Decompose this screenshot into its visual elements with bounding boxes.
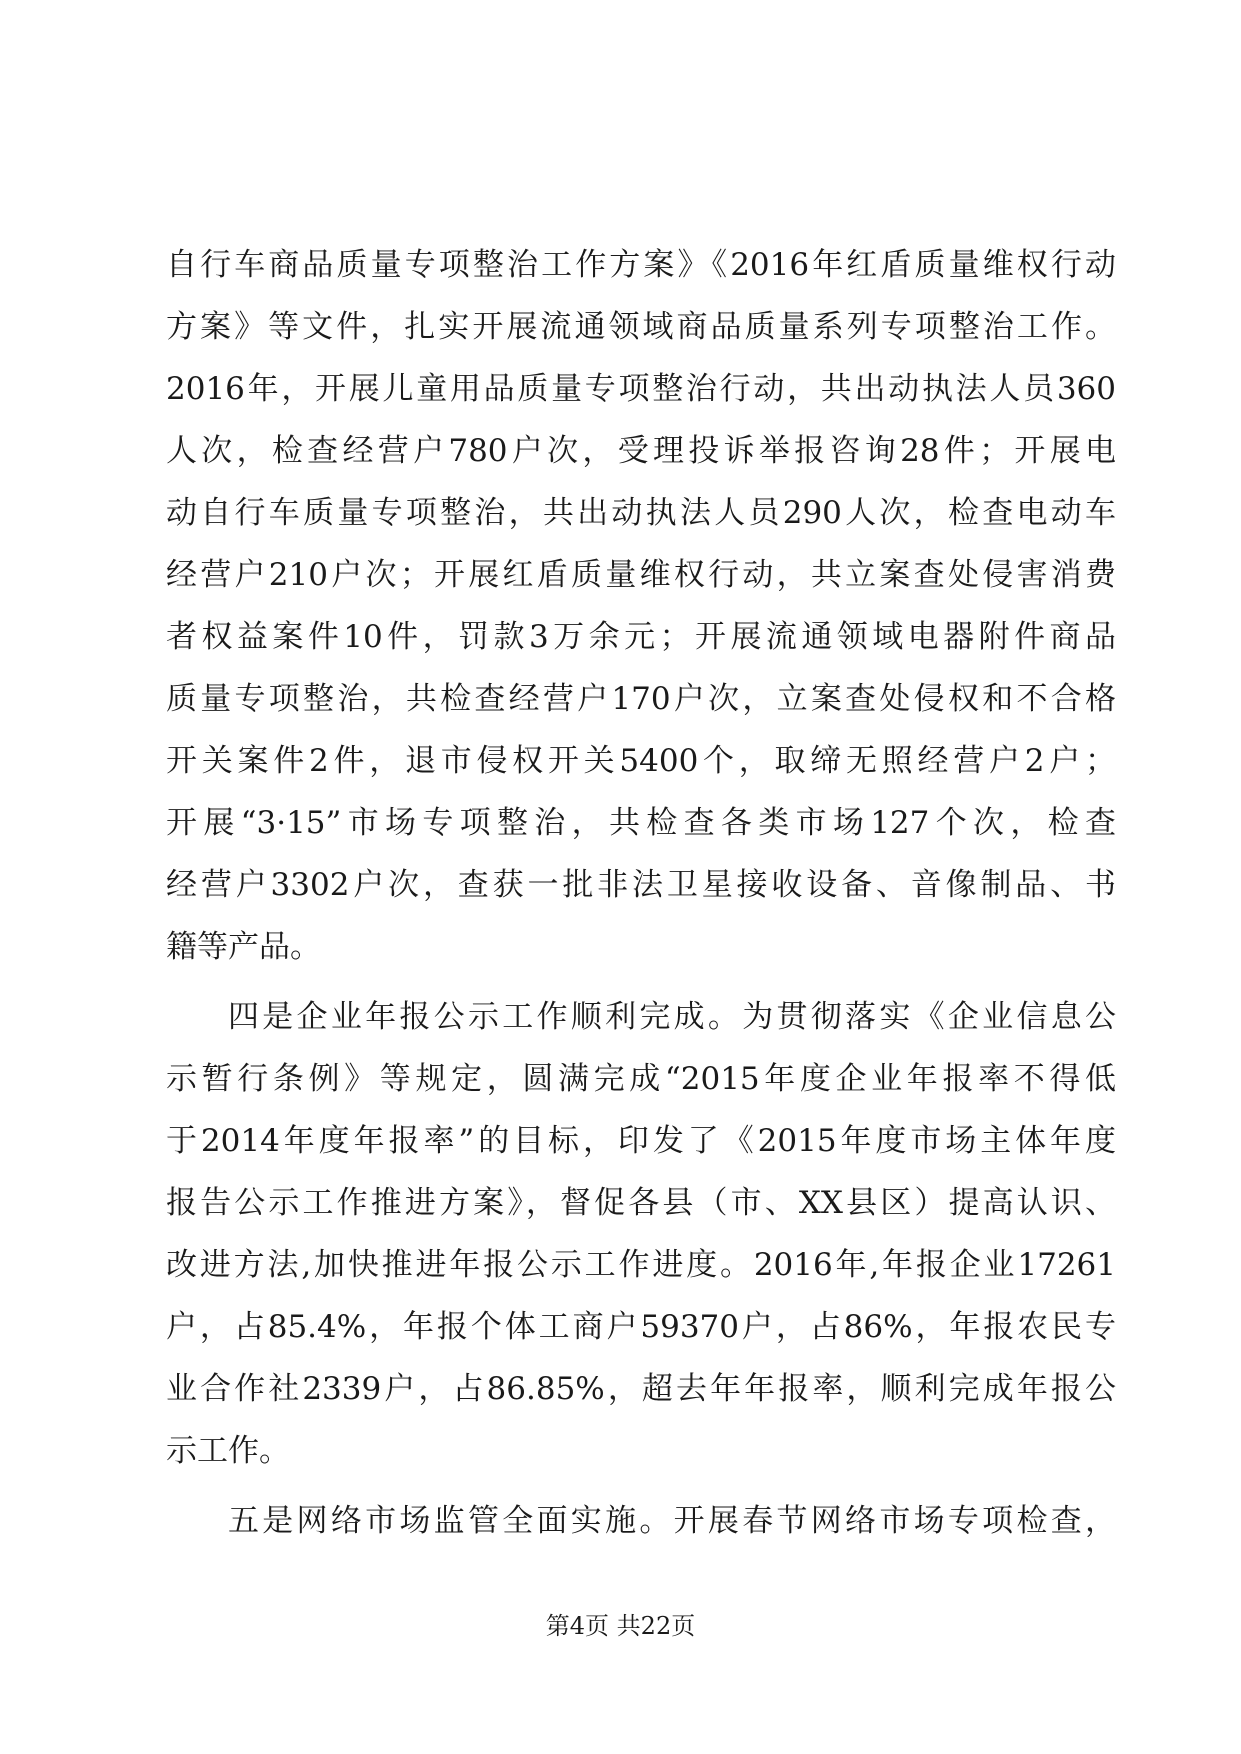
paragraph-2 [166, 986, 1116, 1482]
text-line: 示工作。 [166, 1433, 290, 1469]
text-line: 经营户210户次；开展红盾质量维权行动，共立案查处侵害消费 [166, 557, 1116, 593]
text-line: 于2014年度年报率”的目标，印发了《2015年度市场主体年度 [166, 1123, 1116, 1159]
text-line: 业合作社2339户，占86.85%，超去年年报率，顺利完成年报公 [166, 1371, 1116, 1407]
text-line: 动自行车质量专项整治，共出动执法人员290人次，检查电动车 [166, 495, 1116, 531]
text-line: 改进方法,加快推进年报公示工作进度。2016年,年报企业17261 [166, 1247, 1116, 1283]
text-line: 五是网络市场监管全面实施。开展春节网络市场专项检查， [228, 1503, 1116, 1539]
text-line: 2016年，开展儿童用品质量专项整治行动，共出动执法人员360 [166, 371, 1116, 407]
document-body [166, 234, 1116, 1552]
text-line: 籍等产品。 [166, 929, 321, 965]
text-line: 经营户3302户次，查获一批非法卫星接收设备、音像制品、书 [166, 867, 1116, 903]
text-line: 自行车商品质量专项整治工作方案》《2016年红盾质量维权行动 [166, 247, 1116, 283]
text-line: 开展“3·15”市场专项整治，共检查各类市场127个次，检查 [166, 805, 1116, 841]
text-line: 者权益案件10件，罚款3万余元；开展流通领域电器附件商品 [166, 619, 1116, 655]
text-line: 开关案件2件，退市侵权开关5400个，取缔无照经营户2户； [166, 743, 1116, 779]
text-line: 四是企业年报公示工作顺利完成。为贯彻落实《企业信息公 [228, 999, 1116, 1035]
text-line: 户，占85.4%，年报个体工商户59370户，占86%，年报农民专 [166, 1309, 1116, 1345]
paragraph-3 [166, 1490, 1116, 1552]
page-number-footer: 第4页 共22页 [545, 1612, 696, 1640]
paragraph-1 [166, 234, 1116, 978]
text-line: 示暂行条例》等规定，圆满完成“2015年度企业年报率不得低 [166, 1061, 1116, 1097]
text-line: 报告公示工作推进方案》，督促各县（市、XX县区）提高认识、 [166, 1185, 1116, 1221]
paragraph-spacer [166, 978, 1116, 986]
text-line: 人次，检查经营户780户次，受理投诉举报咨询28件；开展电 [166, 433, 1116, 469]
paragraph-spacer [166, 1482, 1116, 1490]
text-line: 方案》等文件，扎实开展流通领域商品质量系列专项整治工作。 [166, 309, 1116, 345]
text-line: 质量专项整治，共检查经营户170户次，立案查处侵权和不合格 [166, 681, 1116, 717]
